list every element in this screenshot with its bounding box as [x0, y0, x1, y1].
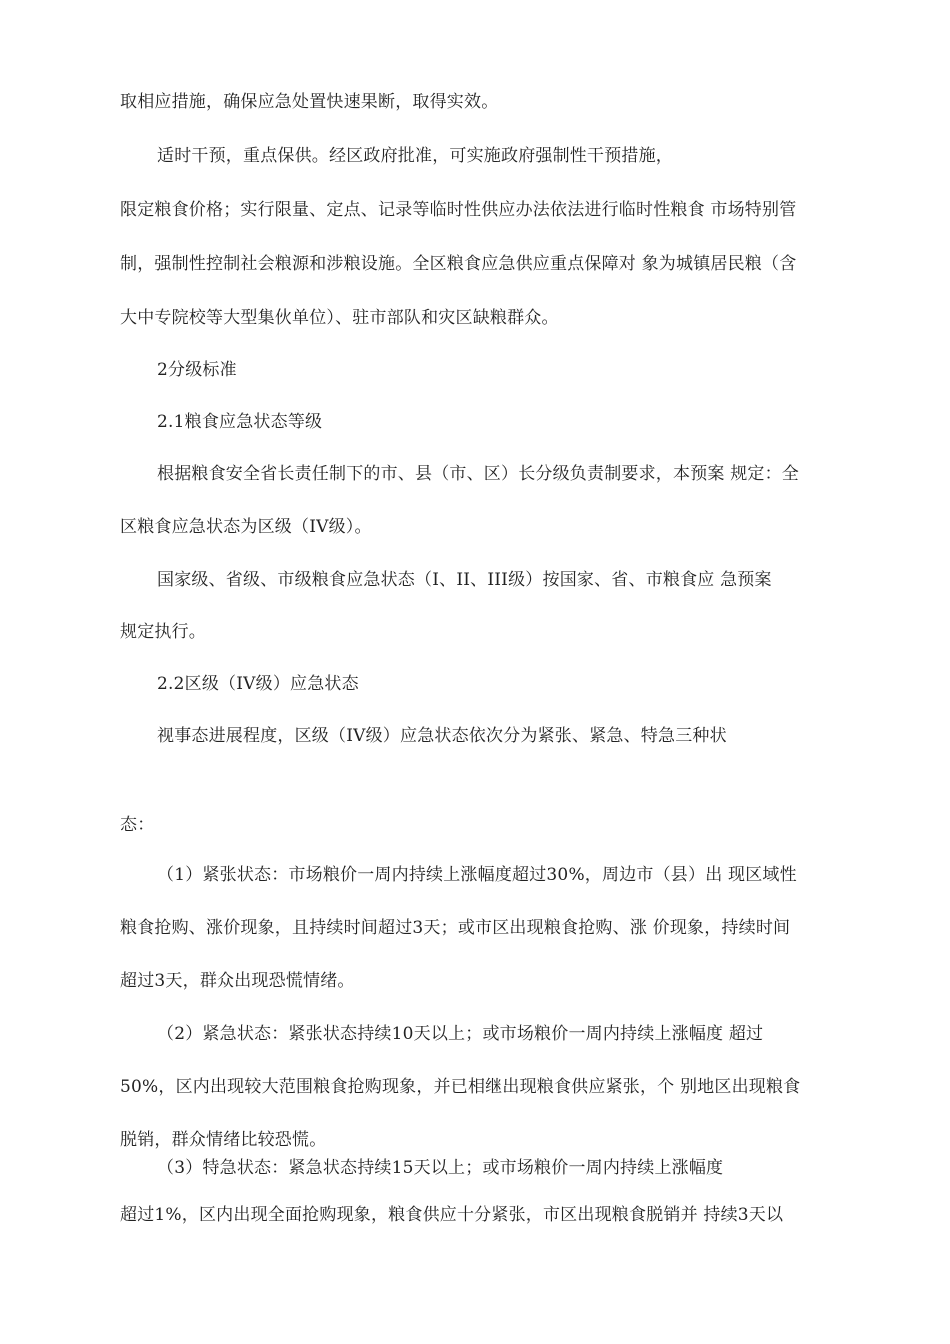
section-heading-2: 2分级标准 — [157, 360, 237, 380]
section-heading-2-1: 2.1粮食应急状态等级 — [157, 412, 323, 432]
paragraph-line-4: 制，强制性控制社会粮源和涉粮设施。全区粮食应急供应重点保障对 象为城镇居民粮（含 — [120, 254, 797, 274]
paragraph-line-2: 适时干预，重点保供。经区政府批准，可实施政府强制性干预措施， — [157, 146, 673, 166]
paragraph-line-3: 限定粮食价格；实行限量、定点、记录等临时性供应办法依法进行临时性粮食 市场特别管 — [120, 200, 797, 220]
paragraph-line-1: 取相应措施，确保应急处置快速果断，取得实效。 — [120, 92, 499, 112]
paragraph-line-9: 区粮食应急状态为区级（IV级）。 — [120, 517, 372, 537]
paragraph-line-21: （3）特急状态：紧急状态持续15天以上；或市场粮价一周内持续上涨幅度 — [157, 1158, 724, 1178]
paragraph-line-19: 50%，区内出现较大范围粮食抢购现象，并已相继出现粮食供应紧张，个 别地区出现粮食 — [120, 1077, 801, 1097]
paragraph-line-22: 超过1%，区内出现全面抢购现象，粮食供应十分紧张，市区出现粮食脱销并 持续3天以 — [120, 1205, 784, 1225]
paragraph-line-11: 规定执行。 — [120, 622, 206, 642]
paragraph-line-8: 根据粮食安全省长责任制下的市、县（市、区）长分级负责制要求，本预案 规定：全 — [157, 464, 800, 484]
paragraph-line-16: 粮食抢购、涨价现象，且持续时间超过3天；或市区出现粮食抢购、涨 价现象，持续时间 — [120, 918, 791, 938]
paragraph-line-10: 国家级、省级、市级粮食应急状态（I、II、III级）按国家、省、市粮食应 急预案 — [157, 570, 772, 590]
paragraph-line-17: 超过3天，群众出现恐慌情绪。 — [120, 971, 355, 991]
paragraph-line-14: 态： — [120, 815, 155, 835]
paragraph-line-18: （2）紧急状态：紧张状态持续10天以上；或市场粮价一周内持续上涨幅度 超过 — [157, 1024, 764, 1044]
paragraph-line-13: 视事态进展程度，区级（IV级）应急状态依次分为紧张、紧急、特急三种状 — [157, 726, 727, 746]
paragraph-line-15: （1）紧张状态：市场粮价一周内持续上涨幅度超过30%，周边市（县）出 现区域性 — [157, 865, 797, 885]
paragraph-line-20: 脱销，群众情绪比较恐慌。 — [120, 1130, 327, 1150]
section-heading-2-2: 2.2区级（IV级）应急状态 — [157, 674, 359, 694]
paragraph-line-5: 大中专院校等大型集伙单位）、驻市部队和灾区缺粮群众。 — [120, 308, 559, 328]
